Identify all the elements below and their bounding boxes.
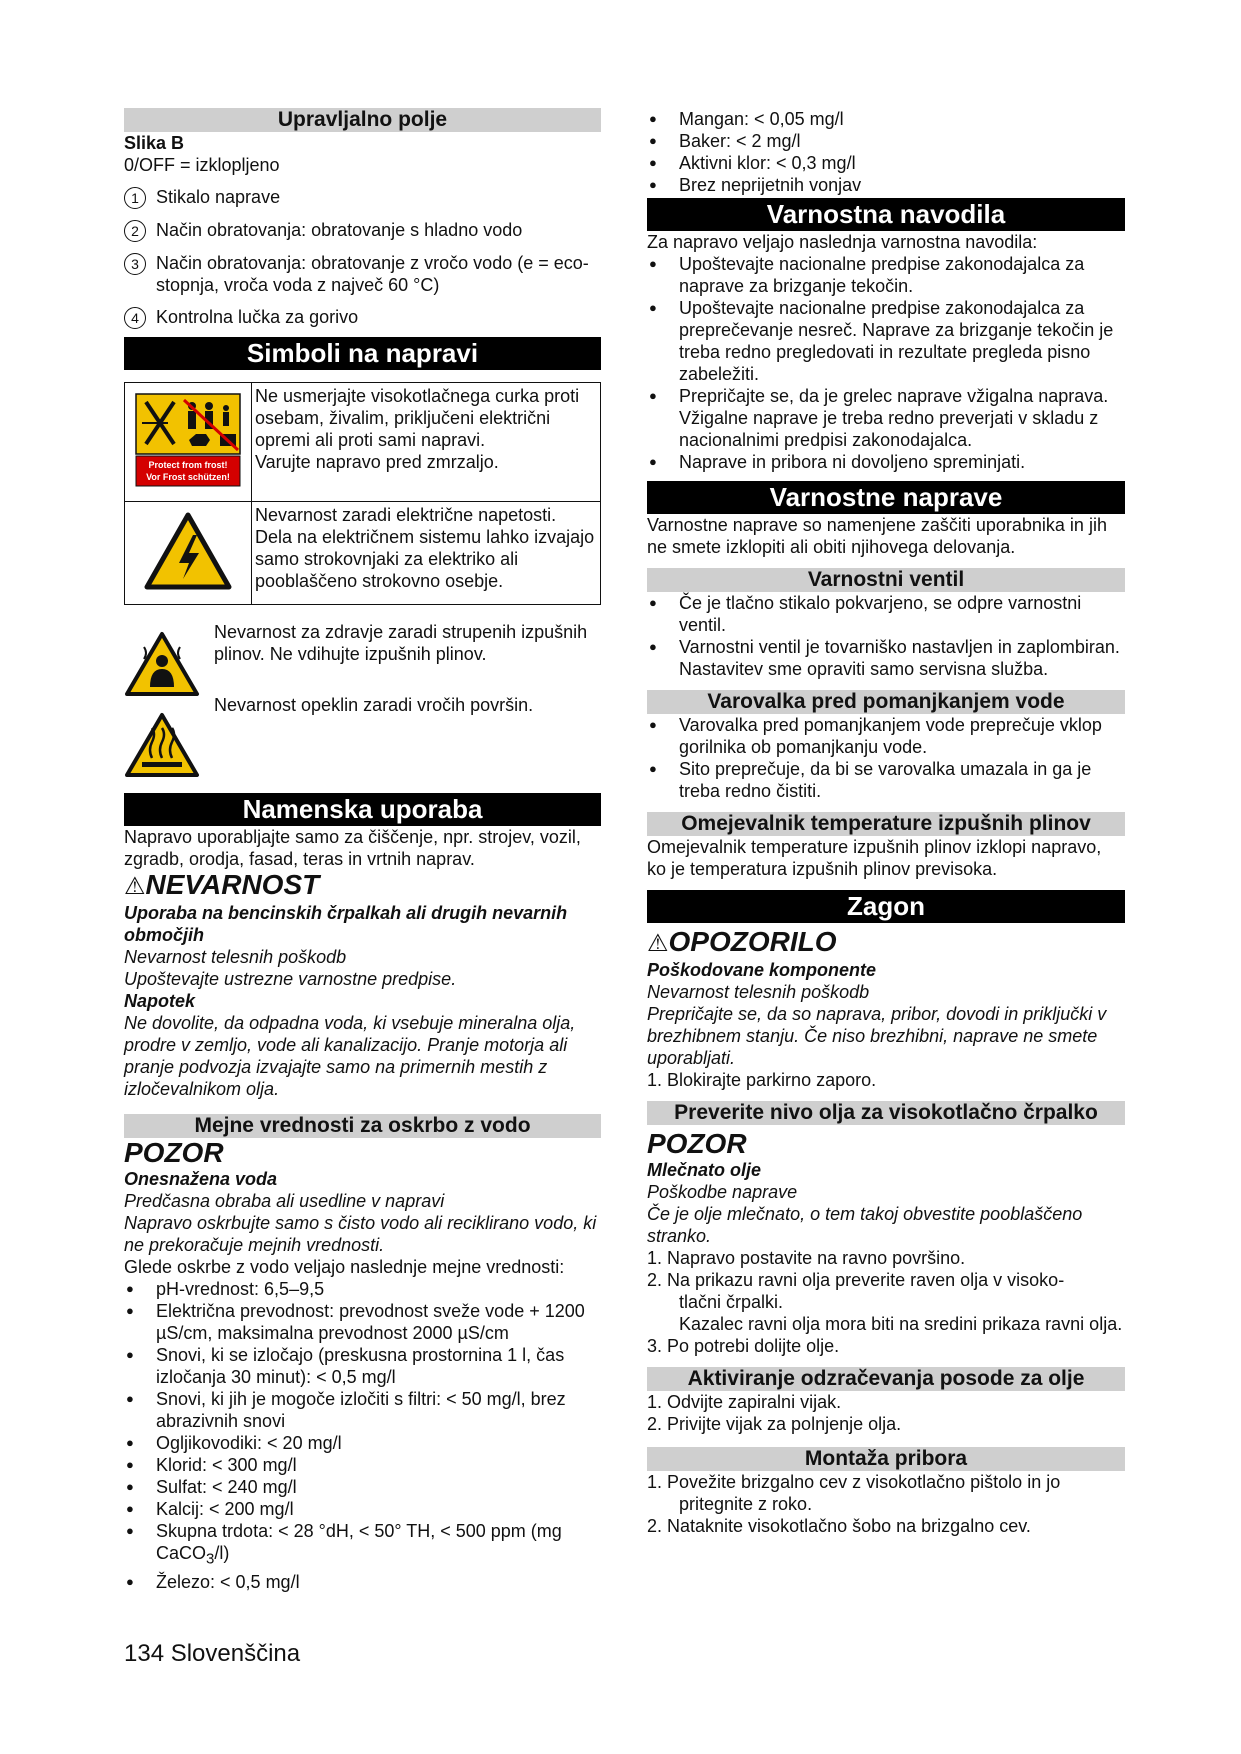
water-guard-heading: Varovalka pred pomanjkanjem vode bbox=[647, 690, 1125, 714]
list-item: ● Klorid: < 300 mg/l bbox=[124, 1454, 601, 1476]
start-step: 1. Blokirajte parkirno zaporo. bbox=[647, 1070, 877, 1090]
step-note: Kazalec ravni olja mora biti na sredini prikaza ravni olja. bbox=[679, 1314, 1123, 1334]
toxic-gas-icon bbox=[124, 621, 214, 702]
no-spray-frost-icon bbox=[125, 383, 252, 502]
caution-action: Če je olje mlečnato, o tem takoj obvestite pooblaščeno stranko. bbox=[647, 1204, 1083, 1246]
water-limits-list bbox=[124, 1278, 601, 1593]
off-state-text: 0/OFF = izklopljeno bbox=[124, 155, 280, 175]
note-title: Napotek bbox=[124, 991, 196, 1011]
list-item: ● Baker: < 2 mg/l bbox=[647, 130, 1125, 152]
list-item: ● Mangan: < 0,05 mg/l bbox=[647, 108, 1125, 130]
symbol-description bbox=[252, 383, 601, 502]
valve-heading: Varnostni ventil bbox=[647, 568, 1125, 592]
symbol-row bbox=[124, 621, 601, 702]
list-item bbox=[647, 1269, 1125, 1335]
number-1-icon: 1 bbox=[124, 187, 146, 209]
danger-title bbox=[124, 870, 601, 902]
hardness-text: Skupna trdota: < 28 °dH, < 50° TH, < 500 ppm (mg CaCO bbox=[156, 1521, 562, 1563]
list-item: ● Kalcij: < 200 mg/l bbox=[124, 1498, 601, 1520]
hardness-subscript: 3 bbox=[206, 1550, 215, 1568]
warning-triangle-icon: ⚠ bbox=[124, 873, 146, 900]
warning-action: Prepričajte se, da so naprava, pribor, dovodi in priključki v brezhibnem stanju. Če niso brezhibni, naprave ne smete uporabljati. bbox=[647, 1004, 1107, 1068]
caution-subtitle: Mlečnato olje bbox=[647, 1160, 762, 1180]
water-limits-intro: Glede oskrbe z vodo veljajo naslednje mejne vrednosti: bbox=[124, 1257, 565, 1277]
exhaust-heading: Omejevalnik temperature izpušnih plinov bbox=[647, 812, 1125, 836]
symbol-row bbox=[124, 694, 601, 783]
control-item-4 bbox=[124, 306, 601, 329]
start-heading: Zagon bbox=[647, 890, 1125, 923]
figure-label: Slika B bbox=[124, 133, 185, 153]
water-limits-heading: Mejne vrednosti za oskrbo z vodo bbox=[124, 1114, 601, 1138]
number-4-icon: 4 bbox=[124, 307, 146, 329]
hot-surface-icon bbox=[124, 694, 214, 783]
list-item: 2. Nataknite visokotlačno šobo na brizgalno cev. bbox=[647, 1516, 1031, 1536]
symbol-text: Ne usmerjajte visokotlačnega curka proti osebam, živalim, priključeni električni opremi ali proti sami napravi. Varujte napravo pred zmrzaljo. bbox=[255, 386, 580, 472]
danger-action: Upoštevajte ustrezne varnostne predpise. bbox=[124, 969, 457, 989]
step-text: pritegnite z roko. bbox=[679, 1494, 813, 1514]
step-text: 1. Povežite brizgalno cev z visokotlačno pištolo in jo bbox=[647, 1472, 1061, 1492]
control-item-text: Način obratovanja: obratovanje s hladno vodo bbox=[156, 220, 523, 240]
accessory-heading: Montaža pribora bbox=[647, 1447, 1125, 1471]
list-item: 2. Privijte vijak za polnjenje olja. bbox=[647, 1414, 902, 1434]
danger-title-text: NEVARNOST bbox=[145, 869, 320, 900]
step-text: 2. Na prikazu ravni olja preverite raven olja v visoko- bbox=[647, 1270, 1065, 1290]
list-item: ● Brez neprijetnih vonjav bbox=[647, 174, 1125, 196]
symbol-description bbox=[252, 502, 601, 605]
oil-vent-steps bbox=[647, 1391, 1125, 1435]
list-item: ● Varovalka pred pomanjkanjem vode preprečuje vklop gorilnika ob pomanjkanju vode. bbox=[647, 714, 1125, 758]
list-item bbox=[124, 1520, 601, 1571]
step-text: tlačni črpalki. bbox=[679, 1292, 784, 1312]
list-item: ● Sulfat: < 240 mg/l bbox=[124, 1476, 601, 1498]
frost-label-line-1: Protect from frost! bbox=[148, 459, 228, 470]
control-item-3 bbox=[124, 252, 601, 296]
control-item-2 bbox=[124, 219, 601, 242]
exhaust-text: Omejevalnik temperature izpušnih plinov izklopi napravo, ko je temperatura izpušnih plinov previsoka. bbox=[647, 837, 1102, 879]
caution-subtitle: Onesnažena voda bbox=[124, 1169, 278, 1189]
warning-title bbox=[647, 927, 1125, 959]
right-column bbox=[647, 108, 1125, 1537]
accessory-steps bbox=[647, 1471, 1125, 1537]
danger-risk: Nevarnost telesnih poškodb bbox=[124, 947, 347, 967]
caution-title: POZOR bbox=[647, 1128, 747, 1159]
caution-risk: Predčasna obraba ali usedline v napravi bbox=[124, 1191, 445, 1211]
list-item: ● Železo: < 0,5 mg/l bbox=[124, 1571, 601, 1593]
control-item-text: Način obratovanja: obratovanje z vročo vodo (e = eco-stopnja, vroča voda z največ 60 °C) bbox=[156, 253, 589, 295]
symbols-table bbox=[124, 382, 601, 605]
page-footer bbox=[124, 1640, 300, 1668]
note-text: Ne dovolite, da odpadna voda, ki vsebuje mineralna olja, prodre v zemljo, vode ali kanalizacijo. Pranje motorja ali pranje podvozja izvajajte samo na primernih mestih z izločevalnikom olja. bbox=[124, 1013, 576, 1099]
caution-action: Napravo oskrbujte samo s čisto vodo ali reciklirano vodo, ki ne prekoračuje mejnih vrednosti. bbox=[124, 1213, 597, 1255]
warning-subtitle: Poškodovane komponente bbox=[647, 960, 877, 980]
list-item: ● Električna prevodnost: prevodnost sveže vode + 1200 µS/cm, maksimalna prevodnost 2000 µS/cm bbox=[124, 1300, 601, 1344]
symbol-row bbox=[125, 502, 601, 605]
list-item: 1. Odvijte zapiralni vijak. bbox=[647, 1392, 842, 1412]
list-item: ● pH-vrednost: 6,5–9,5 bbox=[124, 1278, 601, 1300]
warning-risk: Nevarnost telesnih poškodb bbox=[647, 982, 870, 1002]
symbol-text: Nevarnost opeklin zaradi vročih površin. bbox=[214, 695, 534, 715]
intended-use-heading: Namenska uporaba bbox=[124, 793, 601, 826]
list-item: ● Naprave in pribora ni dovoljeno spreminjati. bbox=[647, 451, 1125, 473]
footer-language: Slovenščina bbox=[170, 1640, 301, 1667]
control-item-text: Stikalo naprave bbox=[156, 187, 281, 207]
symbol-text: Nevarnost za zdravje zaradi strupenih izpušnih plinov. Ne vdihujte izpušnih plinov. bbox=[214, 622, 588, 664]
control-item-text: Kontrolna lučka za gorivo bbox=[156, 307, 359, 327]
warning-triangle-icon: ⚠ bbox=[647, 930, 669, 957]
electric-hazard-icon bbox=[125, 502, 252, 605]
water-limits-list-continued bbox=[647, 108, 1125, 196]
danger-subtitle: Uporaba na bencinskih črpalkah ali drugih nevarnih območjih bbox=[124, 903, 568, 945]
list-item: ● Ogljikovodiki: < 20 mg/l bbox=[124, 1432, 601, 1454]
safety-devices-heading: Varnostne naprave bbox=[647, 481, 1125, 514]
safety-list bbox=[647, 253, 1125, 473]
safety-devices-text: Varnostne naprave so namenjene zaščiti uporabnika in jih ne smete izklopiti ali obiti njihovega delovanja. bbox=[647, 515, 1107, 557]
list-item: 1. Napravo postavite na ravno površino. bbox=[647, 1248, 966, 1268]
list-item: ● Prepričajte se, da je grelec naprave vžigalna naprava. Vžigalne naprave je treba redno preverjati v skladu z nacionalnimi predpisi zakonodajalca. bbox=[647, 385, 1125, 451]
number-3-icon: 3 bbox=[124, 253, 146, 275]
list-item: ● Upoštevajte nacionalne predpise zakonodajalca za naprave za brizganje tekočin. bbox=[647, 253, 1125, 297]
list-item: ● Varnostni ventil je tovarniško nastavljen in zaplombiran. Nastavitev sme opraviti samo servisna služba. bbox=[647, 636, 1125, 680]
page-number: 134 bbox=[124, 1640, 165, 1667]
list-item: ● Če je tlačno stikalo pokvarjeno, se odpre varnostni ventil. bbox=[647, 592, 1125, 636]
list-item: ● Aktivni klor: < 0,3 mg/l bbox=[647, 152, 1125, 174]
list-item: ● Upoštevajte nacionalne predpise zakonodajalca za preprečevanje nesreč. Naprave za brizganje tekočin je treba redno pregledovati in rezultate pregleda pisno zabeležiti. bbox=[647, 297, 1125, 385]
control-item-1 bbox=[124, 186, 601, 209]
hardness-text-end: /l) bbox=[214, 1543, 230, 1563]
list-item bbox=[647, 1471, 1125, 1515]
list-item: 3. Po potrebi dolijte olje. bbox=[647, 1336, 840, 1356]
symbols-heading: Simboli na napravi bbox=[124, 337, 601, 370]
water-guard-list bbox=[647, 714, 1125, 802]
list-item: ● Snovi, ki jih je mogoče izločiti s filtri: < 50 mg/l, brez abrazivnih snovi bbox=[124, 1388, 601, 1432]
warning-title-text: OPOZORILO bbox=[668, 926, 837, 957]
symbol-text: Nevarnost zaradi električne napetosti. Dela na električnem sistemu lahko izvajajo samo strokovnjaki za elektriko ali pooblaščeno strokovno osebje. bbox=[255, 505, 595, 591]
left-column bbox=[124, 108, 601, 1593]
symbol-row bbox=[125, 383, 601, 502]
safety-intro: Za napravo veljajo naslednja varnostna navodila: bbox=[647, 232, 1038, 252]
caution-title: POZOR bbox=[124, 1137, 224, 1168]
oil-level-steps bbox=[647, 1247, 1125, 1357]
safety-heading: Varnostna navodila bbox=[647, 198, 1125, 231]
list-item: ● Snovi, ki se izločajo (preskusna prostornina 1 l, čas izločanja 30 minut): < 0,5 mg/l bbox=[124, 1344, 601, 1388]
caution-risk: Poškodbe naprave bbox=[647, 1182, 798, 1202]
control-panel-heading: Upravljalno polje bbox=[124, 108, 601, 132]
oil-level-heading: Preverite nivo olja za visokotlačno črpalko bbox=[647, 1101, 1125, 1125]
frost-label-line-2: Vor Frost schützen! bbox=[146, 471, 230, 482]
oil-vent-heading: Aktiviranje odzračevanja posode za olje bbox=[647, 1367, 1125, 1391]
number-2-icon: 2 bbox=[124, 220, 146, 242]
valve-list bbox=[647, 592, 1125, 680]
intended-use-text: Napravo uporabljajte samo za čiščenje, npr. strojev, vozil, zgradb, orodja, fasad, teras in vrtnih naprav. bbox=[124, 827, 581, 869]
list-item: ● Sito preprečuje, da bi se varovalka umazala in ga je treba redno čistiti. bbox=[647, 758, 1125, 802]
